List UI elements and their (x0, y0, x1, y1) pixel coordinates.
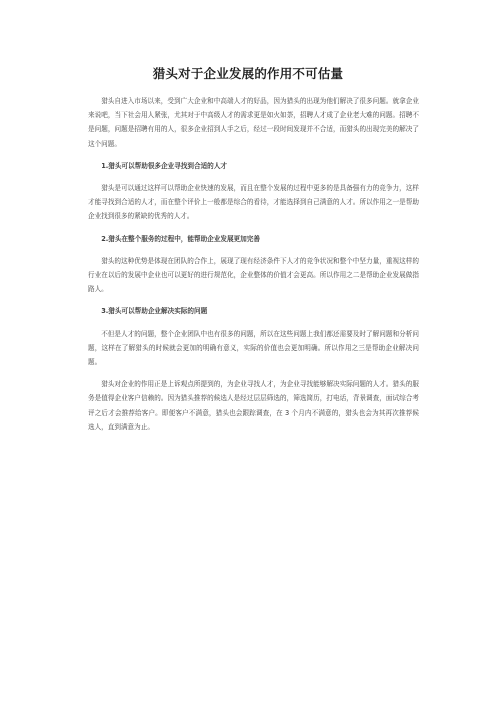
section-heading-3: 3.猎头可以帮助企业解决实际的问题 (101, 307, 208, 316)
paragraph-section-3: 不但是人才的问题，整个企业团队中也有很多的问题，所以在这些问题上我们都还需要及时了解问题和分析问题，这样在了解猎头的时候就会更加的明确有意义，实际的价值也会更加明确。所以作用之三是帮助企业解决问题。 (88, 329, 419, 367)
document-title: 猎头对于企业发展的作用不可估量 (152, 66, 344, 81)
section-heading-1: 1.猎头可以帮助很多企业寻找到合适的人才 (101, 161, 227, 170)
document-body (88, 94, 419, 442)
paragraph-section-1: 猎头是可以通过这样可以帮助企业快速的发展，而且在整个发展的过程中更多的是具备强有力的竞争力，这样才能寻找到合适的人才，而在整个评价上一般都是综合的看待，才能选择到自己满意的人才。所以作用之一是帮助企业找到很多的紧缺的优秀的人才。 (88, 184, 419, 221)
paragraph-section-2: 猎头的这种优势是体现在团队的合作上，展现了现有经济条件下人才的竞争状况和整个中坚力量，重视这样的行业在以后的发展中企业也可以更好的进行规范化，企业整体的价值才会更高。所以作用之二是帮助企业发展做指路人。 (88, 256, 419, 294)
section-heading-2: 2.猎头在整个服务的过程中，能帮助企业发展更加完善 (101, 234, 260, 243)
paragraph-conclusion: 猎头对企业的作用正是上诉观点所提到的，为企业寻找人才，为企业寻找能够解决实际问题的人才。猎头的服务是值得企业客户信赖的。因为猎头推荐的候选人是经过层层筛选的，筛选简历，打电话，背景调查，面试综合考评之后才会推荐给客户。即便客户不满意，猎头也会跟踪调查，在 3 个月内不满意的，猎头也会为其再次推荐候选人，直到满意为止。 (88, 380, 419, 431)
paragraph-intro: 猎头自进入市场以来，受到广大企业和中高端人才的好品，因为猎头的出现为他们解决了很多问题。就拿企业来说吧，当下社会用人紧张，尤其对于中高级人才的需求更是如火如荼，招聘人才成了企业老大难的问题。招聘不是问题，问题是招聘有用的人，很多企业招到人手之后，经过一段时间发现并不合适，而猎头的出现完美的解决了这个问题。 (88, 97, 419, 148)
